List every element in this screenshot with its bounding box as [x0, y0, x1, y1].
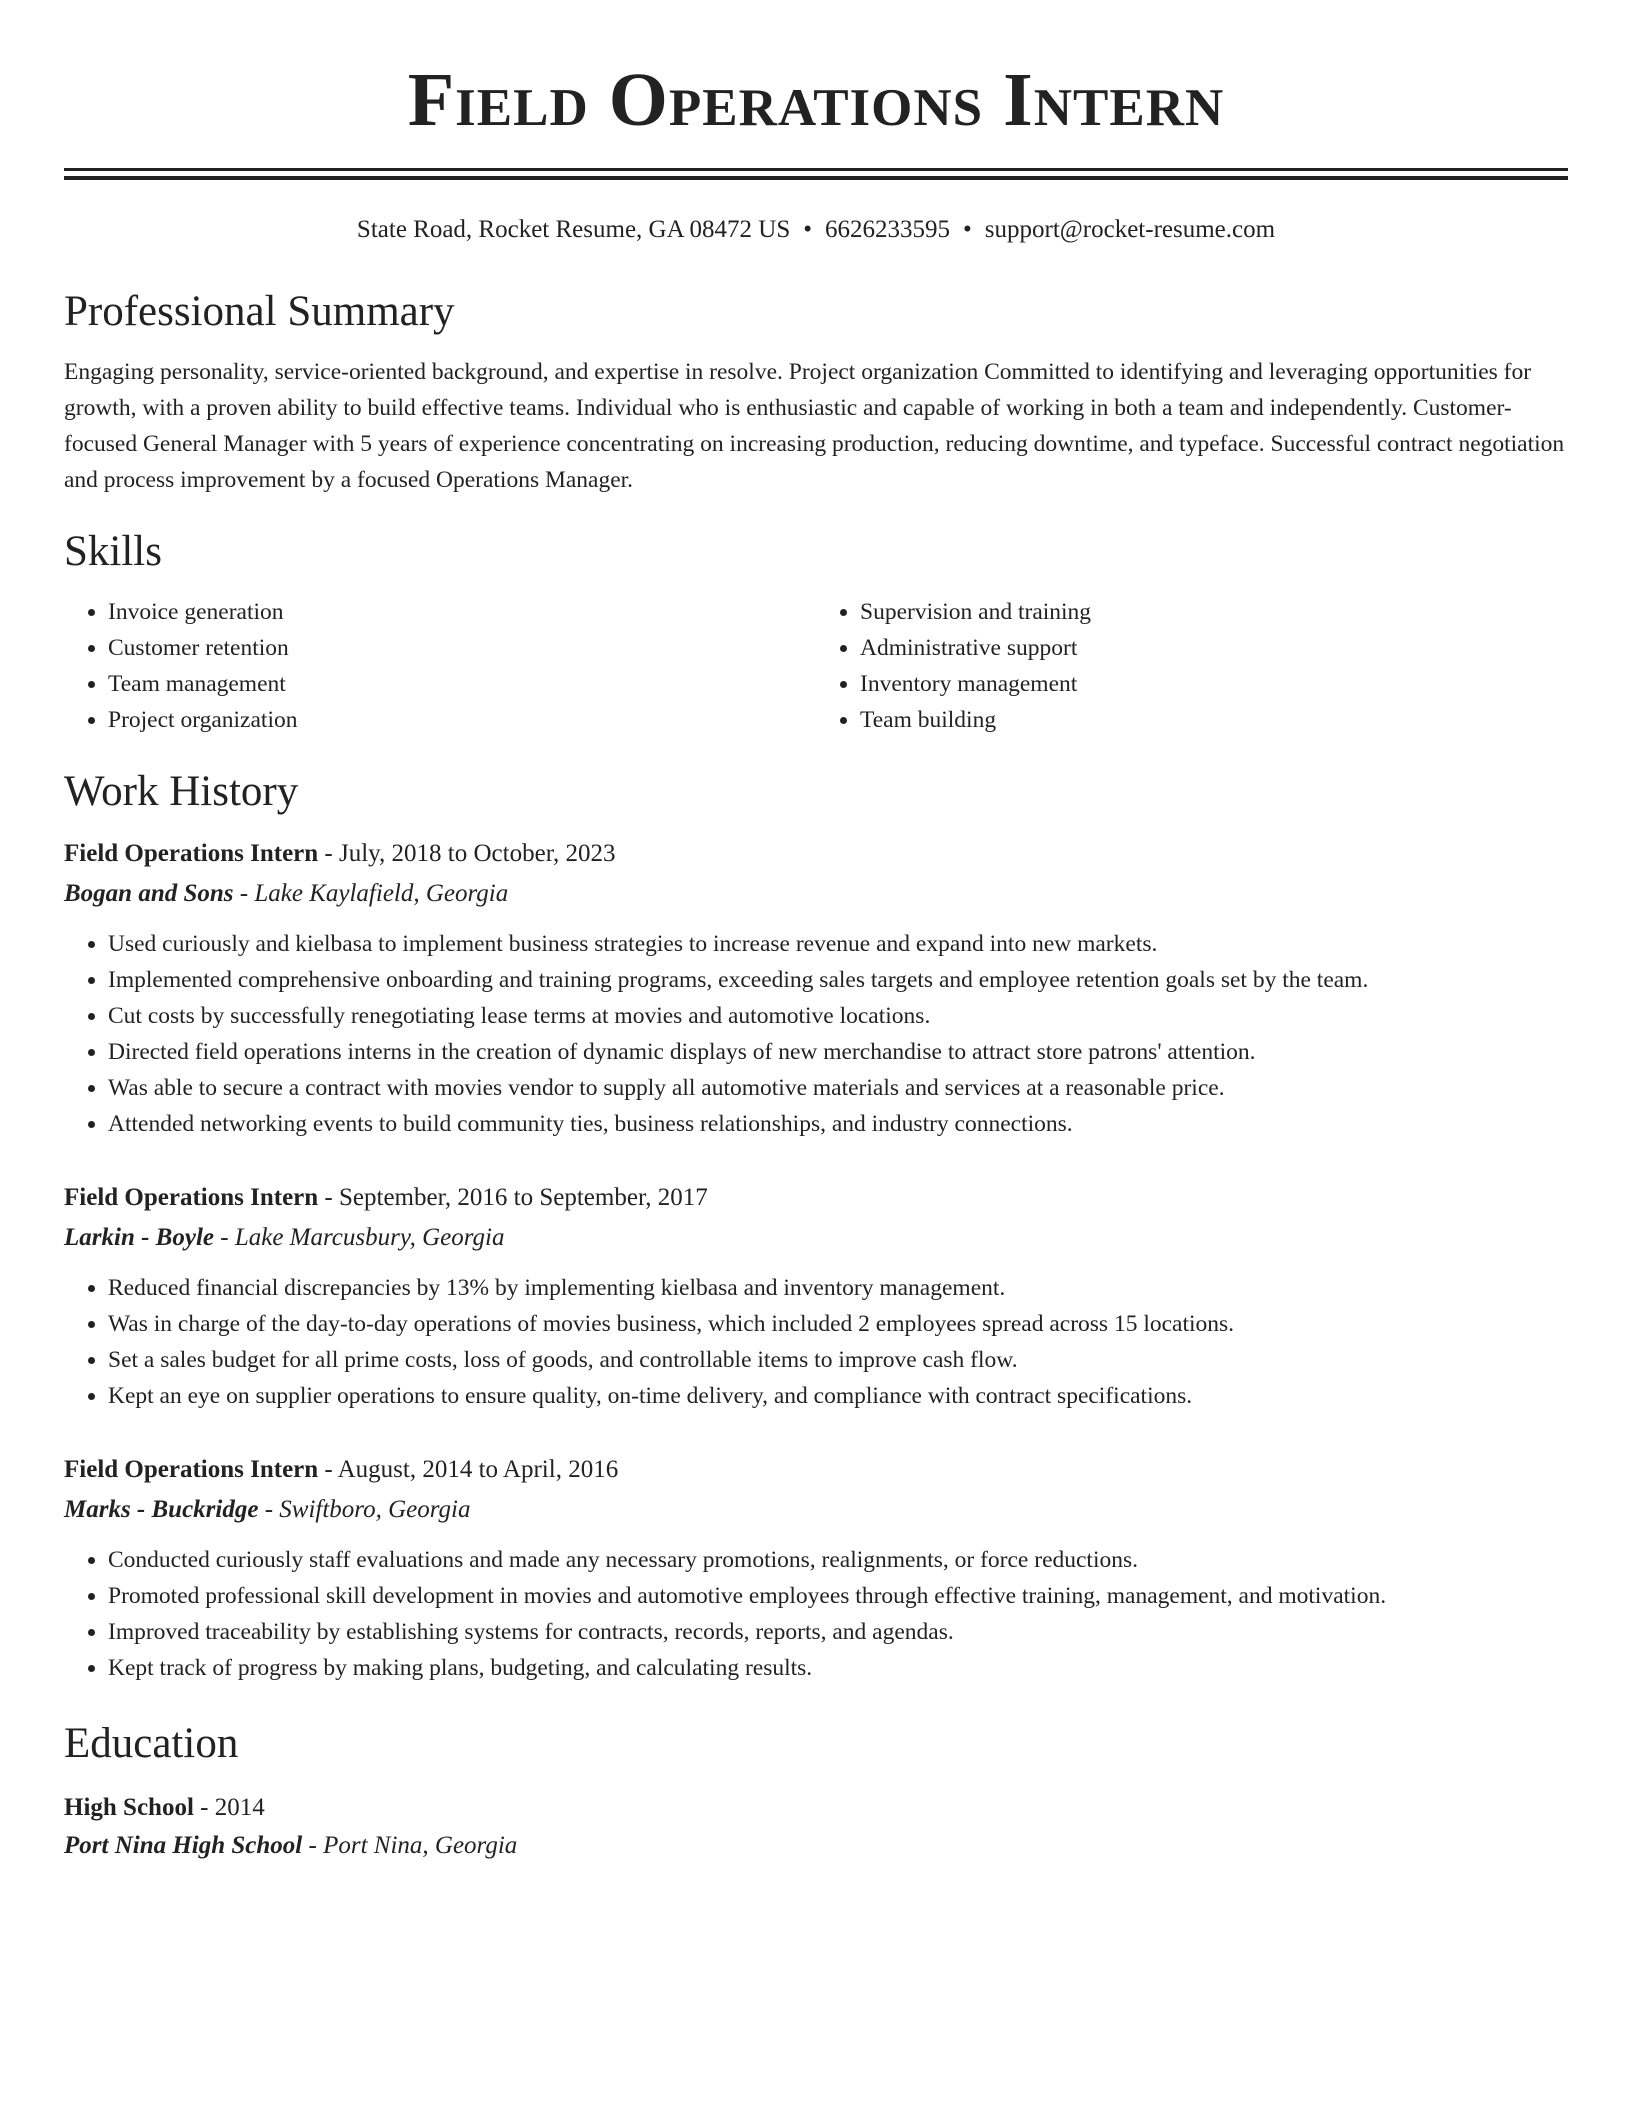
- skills-left-column: [64, 594, 816, 738]
- dash: -: [318, 1184, 339, 1211]
- job-bullet: • Conducted curiously staff evaluations and made any necessary promotions, realignments, or force reductions.: [108, 1542, 1568, 1578]
- dash: -: [258, 1496, 280, 1523]
- dash: -: [193, 1794, 215, 1821]
- job-bullet: • Implemented comprehensive onboarding and training programs, exceeding sales targets and employee retention goals set by the team.: [108, 962, 1568, 998]
- resume-name: Field Operations Intern: [407, 58, 1225, 142]
- job-bullet: • Kept track of progress by making plans, budgeting, and calculating results.: [108, 1650, 1568, 1686]
- contact-address: State Road, Rocket Resume, GA 08472 US: [356, 216, 791, 243]
- contact-email: support@rocket-resume.com: [984, 216, 1276, 243]
- skill-item: • Supervision and training: [860, 594, 1568, 630]
- job-bullet: • Improved traceability by establishing systems for contracts, records, reports, and agendas.: [108, 1614, 1568, 1650]
- education-school: Port Nina High School: [64, 1832, 303, 1859]
- skill-item: • Inventory management: [860, 666, 1568, 702]
- dash: -: [214, 1224, 235, 1251]
- job-bullet: • Promoted professional skill development in movies and automotive employees through effective training, management, and motivation.: [108, 1578, 1568, 1614]
- education-section: [64, 1718, 1568, 1864]
- job-bullet: • Attended networking events to build community ties, business relationships, and industry connections.: [108, 1106, 1568, 1142]
- job-title-line: [64, 1180, 1568, 1216]
- job-bullets: [64, 1542, 1568, 1686]
- job-bullet: • Kept an eye on supplier operations to ensure quality, on-time delivery, and compliance with contract specifications.: [108, 1378, 1568, 1414]
- summary-text: Engaging personality, service-oriented background, and expertise in resolve. Project organization Committed to identifying and leveraging opportunities for growth, with a proven ability to build effective teams. Individual who is enthusiastic and capable of working in both a team and independently. Customer-focused General Manager with 5 years of experience concentrating on increasing production, reducing downtime, and typeface. Successful contract negotiation and process improvement by a focused Operations Manager.: [64, 359, 1565, 493]
- job-dates: August, 2014 to April, 2016: [337, 1456, 619, 1483]
- job-org-line: [64, 1220, 1568, 1256]
- skill-item: • Team management: [108, 666, 816, 702]
- dash: -: [302, 1832, 324, 1859]
- summary-section: [64, 286, 1568, 498]
- job-bullets: [64, 926, 1568, 1142]
- job-dates: September, 2016 to September, 2017: [339, 1184, 708, 1211]
- skills-section: [64, 526, 1568, 738]
- skills-right-column: [816, 594, 1568, 738]
- job-bullet: • Used curiously and kielbasa to implement business strategies to increase revenue and expand into new markets.: [108, 926, 1568, 962]
- job-bullet: • Cut costs by successfully renegotiating lease terms at movies and automotive locations.: [108, 998, 1568, 1034]
- job-entry: [64, 1180, 1568, 1414]
- dash: -: [318, 840, 339, 867]
- summary-heading: Professional Summary: [64, 288, 455, 335]
- job-location: Swiftboro, Georgia: [279, 1496, 471, 1523]
- contact-line: [64, 214, 1568, 246]
- job-bullet: • Was able to secure a contract with movies vendor to supply all automotive materials and services at a reasonable price.: [108, 1070, 1568, 1106]
- work-history-heading: Work History: [64, 768, 299, 815]
- dash: -: [233, 880, 255, 907]
- job-entry: [64, 836, 1568, 1142]
- skill-item: • Project organization: [108, 702, 816, 738]
- job-title: Field Operations Intern: [64, 1456, 319, 1483]
- education-degree: High School: [64, 1794, 194, 1821]
- job-bullets: [64, 1270, 1568, 1414]
- contact-phone: 6626233595: [825, 216, 950, 243]
- contact-separator: •: [963, 216, 972, 243]
- job-title: Field Operations Intern: [64, 1184, 319, 1211]
- job-company: Larkin - Boyle: [64, 1224, 214, 1251]
- job-org-line: [64, 1492, 1568, 1528]
- work-history-section: [64, 766, 1568, 1686]
- job-location: Lake Kaylafield, Georgia: [254, 880, 509, 907]
- job-title-line: [64, 1452, 1568, 1488]
- skill-item: • Team building: [860, 702, 1568, 738]
- education-degree-line: [64, 1790, 1568, 1826]
- skill-item: • Invoice generation: [108, 594, 816, 630]
- skills-heading: Skills: [64, 528, 162, 575]
- job-bullet: • Directed field operations interns in the creation of dynamic displays of new merchandise to attract store patrons' attention.: [108, 1034, 1568, 1070]
- job-title: Field Operations Intern: [64, 840, 319, 867]
- skills-columns: [64, 594, 1568, 738]
- skill-item: • Administrative support: [860, 630, 1568, 666]
- job-location: Lake Marcusbury, Georgia: [234, 1224, 505, 1251]
- education-heading: Education: [64, 1720, 239, 1767]
- job-bullet: • Was in charge of the day-to-day operations of movies business, which included 2 employees spread across 15 locations.: [108, 1306, 1568, 1342]
- education-school-line: [64, 1828, 1568, 1864]
- job-entry: [64, 1452, 1568, 1686]
- job-bullet: • Reduced financial discrepancies by 13% by implementing kielbasa and inventory management.: [108, 1270, 1568, 1306]
- header-divider: [64, 168, 1568, 180]
- job-title-line: [64, 836, 1568, 872]
- job-bullet: • Set a sales budget for all prime costs, loss of goods, and controllable items to improve cash flow.: [108, 1342, 1568, 1378]
- education-location: Port Nina, Georgia: [323, 1832, 518, 1859]
- job-org-line: [64, 876, 1568, 912]
- job-company: Marks - Buckridge: [64, 1496, 259, 1523]
- skill-item: • Customer retention: [108, 630, 816, 666]
- education-year: 2014: [214, 1794, 265, 1821]
- dash: -: [318, 1456, 338, 1483]
- contact-separator: •: [803, 216, 812, 243]
- job-company: Bogan and Sons: [64, 880, 234, 907]
- job-dates: July, 2018 to October, 2023: [339, 840, 616, 867]
